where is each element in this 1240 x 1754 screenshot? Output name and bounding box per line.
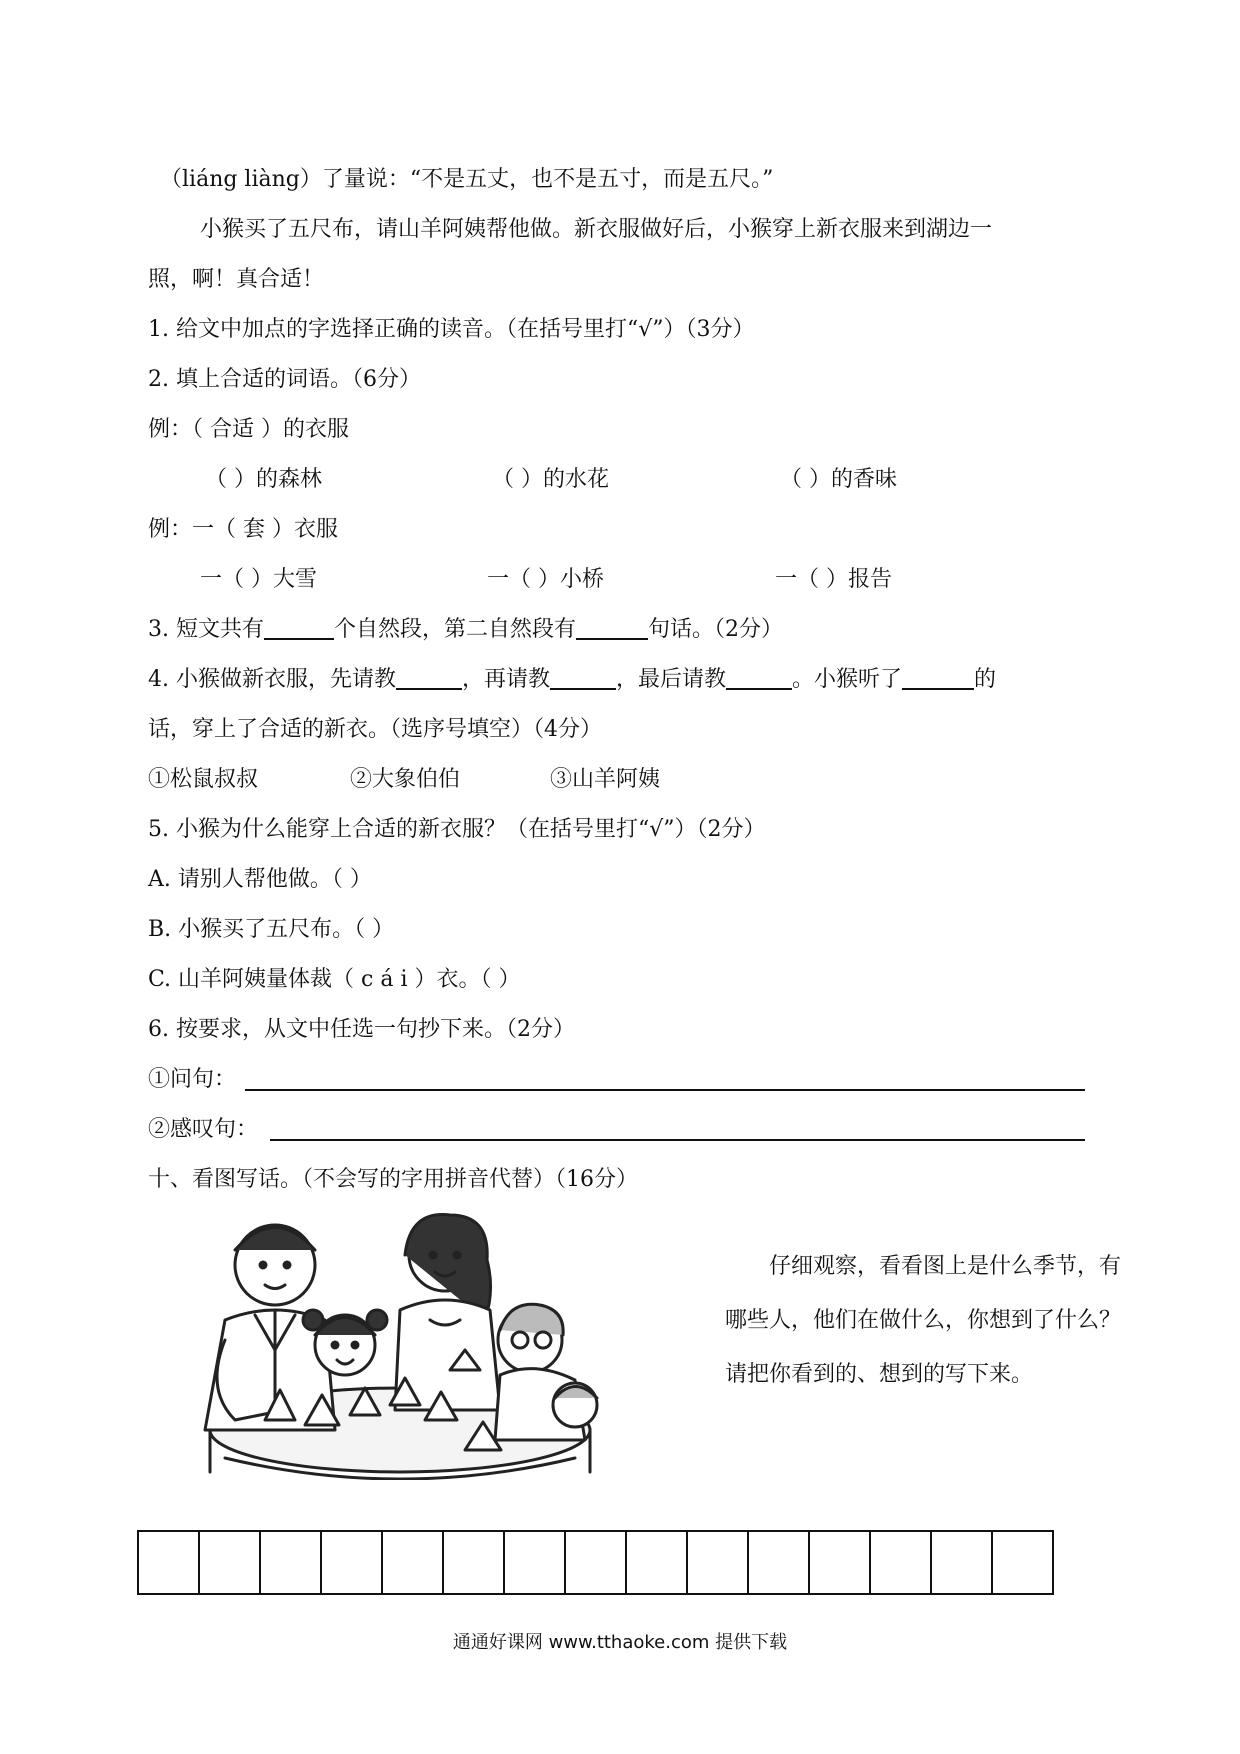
question-6-item-2-label: ②感叹句： xyxy=(148,1117,259,1142)
question-3-part-1: 3. 短文共有 xyxy=(148,617,264,642)
question-5-option-a[interactable]: A. 请别人帮他做。（ ） xyxy=(148,867,372,892)
question-4-part-4: 。小猴听了 xyxy=(792,667,903,692)
question-2-blank-forest[interactable]: （ ）的森林 xyxy=(205,467,322,492)
writing-grid-cell[interactable] xyxy=(444,1532,505,1593)
question-4-blank-1[interactable] xyxy=(396,666,462,690)
question-3-blank-sentences[interactable] xyxy=(576,616,648,640)
question-2-example-2: 例：一（ 套 ）衣服 xyxy=(148,517,338,542)
question-3-blank-paragraphs[interactable] xyxy=(264,616,334,640)
section-10-title: 十、看图写话。（不会写的字用拼音代替）（16分） xyxy=(148,1167,638,1192)
question-4-blank-3[interactable] xyxy=(726,666,792,690)
question-5-option-b[interactable]: B. 小猴买了五尺布。（ ） xyxy=(148,917,395,942)
question-6-title: 6. 按要求，从文中任选一句抄下来。（2分） xyxy=(148,1017,575,1042)
writing-grid-cell[interactable] xyxy=(993,1532,1054,1593)
section-10-description: 仔细观察，看看图上是什么季节，有哪些人，他们在做什么，你想到了什么？请把你看到的、想到的写下来。 xyxy=(725,1254,1122,1387)
footer-credit: 通通好课网 www.tthaoke.com 提供下载 xyxy=(452,1632,788,1653)
question-3-part-3: 句话。（2分） xyxy=(648,617,783,642)
question-5-option-c[interactable]: C. 山羊阿姨量体裁（ c á i ）衣。（ ） xyxy=(148,967,521,992)
writing-grid-cell[interactable] xyxy=(749,1532,810,1593)
question-2-title: 2. 填上合适的词语。（6分） xyxy=(148,367,421,392)
question-3 xyxy=(148,615,783,645)
question-5-title: 5. 小猴为什么能穿上合适的新衣服？（在括号里打“√”）（2分） xyxy=(148,817,766,842)
question-4-part-1: 4. 小猴做新衣服，先请教 xyxy=(148,667,396,692)
question-2-blank-fragrance[interactable]: （ ）的香味 xyxy=(780,467,897,492)
writing-grid-cell[interactable] xyxy=(322,1532,383,1593)
writing-grid-cell[interactable] xyxy=(932,1532,993,1593)
passage-line-1: （liáng liàng）了量说：“不是五丈，也不是五寸，而是五尺。” xyxy=(160,167,774,192)
question-4-part-5: 的 xyxy=(974,667,997,692)
passage-line-3: 照，啊！真合适！ xyxy=(148,267,325,292)
question-4-blank-4[interactable] xyxy=(902,666,974,690)
writing-grid[interactable] xyxy=(137,1530,1054,1595)
question-2-example-1: 例：（ 合适 ）的衣服 xyxy=(148,417,349,442)
writing-grid-cell[interactable] xyxy=(383,1532,444,1593)
question-4-option-3: ③山羊阿姨 xyxy=(550,767,661,792)
question-4-part-3: ，最后请教 xyxy=(616,667,727,692)
question-6-answer-line-1[interactable] xyxy=(245,1089,1085,1091)
question-6-answer-line-2[interactable] xyxy=(270,1139,1085,1141)
question-2-blank-spray[interactable]: （ ）的水花 xyxy=(492,467,609,492)
writing-grid-cell[interactable] xyxy=(200,1532,261,1593)
writing-grid-cell[interactable] xyxy=(566,1532,627,1593)
writing-grid-cell[interactable] xyxy=(627,1532,688,1593)
question-4-blank-2[interactable] xyxy=(550,666,616,690)
question-2-blank-report[interactable]: 一（ ）报告 xyxy=(775,567,892,592)
writing-grid-cell[interactable] xyxy=(688,1532,749,1593)
question-1: 1. 给文中加点的字选择正确的读音。（在括号里打“√”）（3分） xyxy=(148,317,755,342)
writing-grid-cell[interactable] xyxy=(505,1532,566,1593)
writing-grid-cell[interactable] xyxy=(261,1532,322,1593)
question-4-option-2: ②大象伯伯 xyxy=(350,767,461,792)
writing-grid-cell[interactable] xyxy=(810,1532,871,1593)
question-6-item-1-label: ①问句： xyxy=(148,1067,237,1092)
question-4-line-2: 话，穿上了合适的新衣。（选序号填空）（4分） xyxy=(148,717,602,742)
writing-grid-cell[interactable] xyxy=(871,1532,932,1593)
question-2-blank-snow[interactable]: 一（ ）大雪 xyxy=(200,567,317,592)
family-watermelon-picture xyxy=(165,1210,635,1480)
question-4-part-2: ，再请教 xyxy=(461,667,550,692)
question-2-blank-bridge[interactable]: 一（ ）小桥 xyxy=(487,567,604,592)
question-4-option-1: ①松鼠叔叔 xyxy=(148,767,259,792)
writing-grid-cell[interactable] xyxy=(139,1532,200,1593)
passage-line-2: 小猴买了五尺布，请山羊阿姨帮他做。新衣服做好后，小猴穿上新衣服来到湖边一 xyxy=(200,217,993,242)
question-4 xyxy=(148,665,996,695)
question-3-part-2: 个自然段，第二自然段有 xyxy=(333,617,576,642)
